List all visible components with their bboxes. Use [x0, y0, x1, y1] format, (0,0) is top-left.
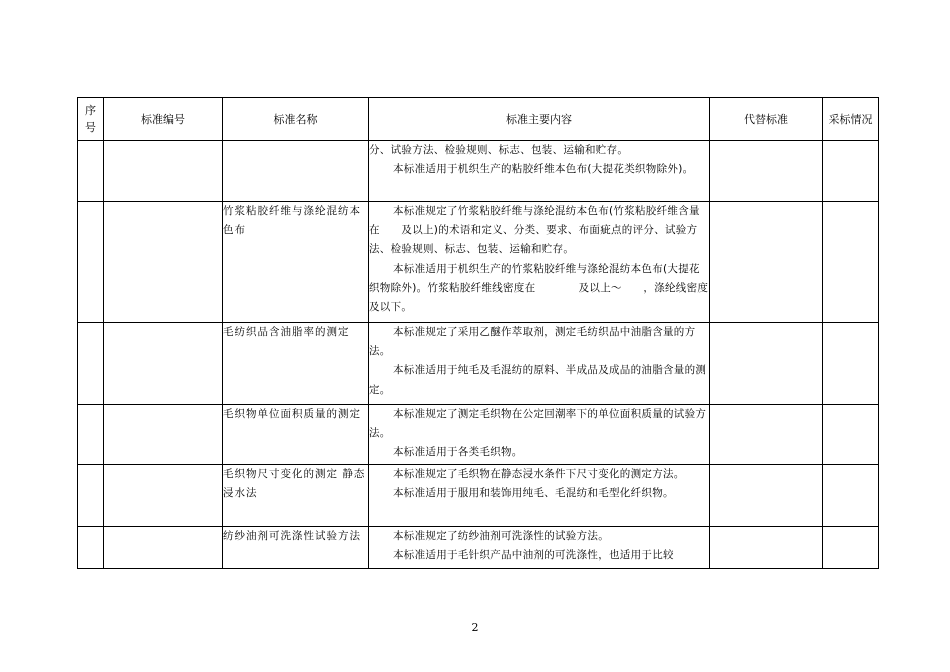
cell-content: [369, 527, 710, 569]
cell-seq: [78, 527, 104, 569]
cell-name: 毛织物尺寸变化的测定 静态浸水法: [223, 465, 369, 527]
cell-code: [104, 202, 223, 323]
cell-adopt: [823, 405, 879, 465]
cell-replace: [710, 202, 823, 323]
cell-name: 纺纱油剂可洗涤性试验方法: [223, 527, 369, 569]
content-paragraph: 本标准规定了测定毛织物在公定回潮率下的单位面积质量的试验方法。: [369, 408, 707, 440]
cell-adopt: [823, 465, 879, 527]
content-paragraph: 本标准规定了竹浆粘胶纤维与涤纶混纺本色布(竹浆粘胶纤维含量在 及以上)的术语和定义、分类、要求、布面疵点的评分、试验方法、检验规则、标志、包装、运输和贮存。: [369, 205, 700, 256]
header-row: [78, 98, 879, 141]
cell-seq: [78, 465, 104, 527]
header-adopt: 采标情况: [823, 98, 879, 141]
standards-table: [77, 97, 879, 569]
header-content: 标准主要内容: [369, 98, 710, 141]
page-number: 2: [471, 621, 479, 634]
header-seq: [78, 98, 104, 141]
cell-replace: [710, 323, 823, 405]
table-row: [78, 323, 879, 405]
cell-content: [369, 405, 710, 465]
header-code: 标准编号: [104, 98, 223, 141]
table-row: [78, 465, 879, 527]
table-row: [78, 141, 879, 202]
cell-code: [104, 141, 223, 202]
header-seq-label: 序号: [85, 104, 96, 134]
cell-adopt: [823, 202, 879, 323]
content-paragraph: 本标准适用于各类毛织物。: [393, 446, 523, 459]
content-paragraph: 本标准适用于毛针织产品中油剂的可洗涤性，也适用于比较: [393, 549, 674, 562]
content-paragraph: 本标准适用于纯毛及毛混纺的原料、半成品及成品的油脂含量的测定。: [369, 364, 707, 396]
cell-adopt: [823, 141, 879, 202]
table-row: [78, 405, 879, 465]
cell-content: [369, 141, 710, 202]
cell-replace: [710, 405, 823, 465]
cell-seq: [78, 405, 104, 465]
content-paragraph: 本标准规定了毛织物在静态浸水条件下尺寸变化的测定方法。: [393, 468, 685, 480]
cell-adopt: [823, 527, 879, 569]
table-row: [78, 527, 879, 569]
cell-adopt: [823, 323, 879, 405]
content-paragraph: 本标准规定了采用乙醚作萃取剂，测定毛纺织品中油脂含量的方法。: [369, 326, 696, 358]
cell-code: [104, 527, 223, 569]
cell-code: [104, 465, 223, 527]
content-paragraph: 本标准适用于服用和装饰用纯毛、毛混纺和毛型化纤织物。: [393, 487, 674, 500]
header-name: 标准名称: [223, 98, 369, 141]
cell-replace: [710, 465, 823, 527]
cell-code: [104, 405, 223, 465]
cell-replace: [710, 141, 823, 202]
cell-name: 竹浆粘胶纤维与涤纶混纺本色布: [223, 202, 369, 323]
cell-content: [369, 202, 752, 323]
content-paragraph: 本标准适用于机织生产的竹浆粘胶纤维与涤纶混纺本色布(大提花织物除外)。竹浆粘胶纤维线密度在 及以上～ ，涤纶线密度 及以下。: [369, 262, 752, 314]
cell-name: 毛织物单位面积质量的测定: [223, 405, 369, 465]
cell-content: [369, 465, 710, 527]
header-replace: 代替标准: [710, 98, 823, 141]
cell-name: [223, 141, 369, 202]
cell-seq: [78, 323, 104, 405]
cell-code: [104, 323, 223, 405]
cell-replace: [710, 527, 823, 569]
cell-content: [369, 323, 710, 405]
content-paragraph: 本标准适用于机织生产的粘胶纤维本色布(大提花类织物除外)。: [393, 163, 694, 176]
table-row: [78, 202, 879, 323]
cell-seq: [78, 202, 104, 323]
content-paragraph: 本标准规定了纺纱油剂可洗涤性的试验方法。: [393, 530, 609, 542]
content-paragraph: 分、试验方法、检验规则、标志、包装、运输和贮存。: [369, 144, 629, 156]
cell-seq: [78, 141, 104, 202]
cell-name: 毛纺织品含油脂率的测定: [223, 323, 369, 405]
